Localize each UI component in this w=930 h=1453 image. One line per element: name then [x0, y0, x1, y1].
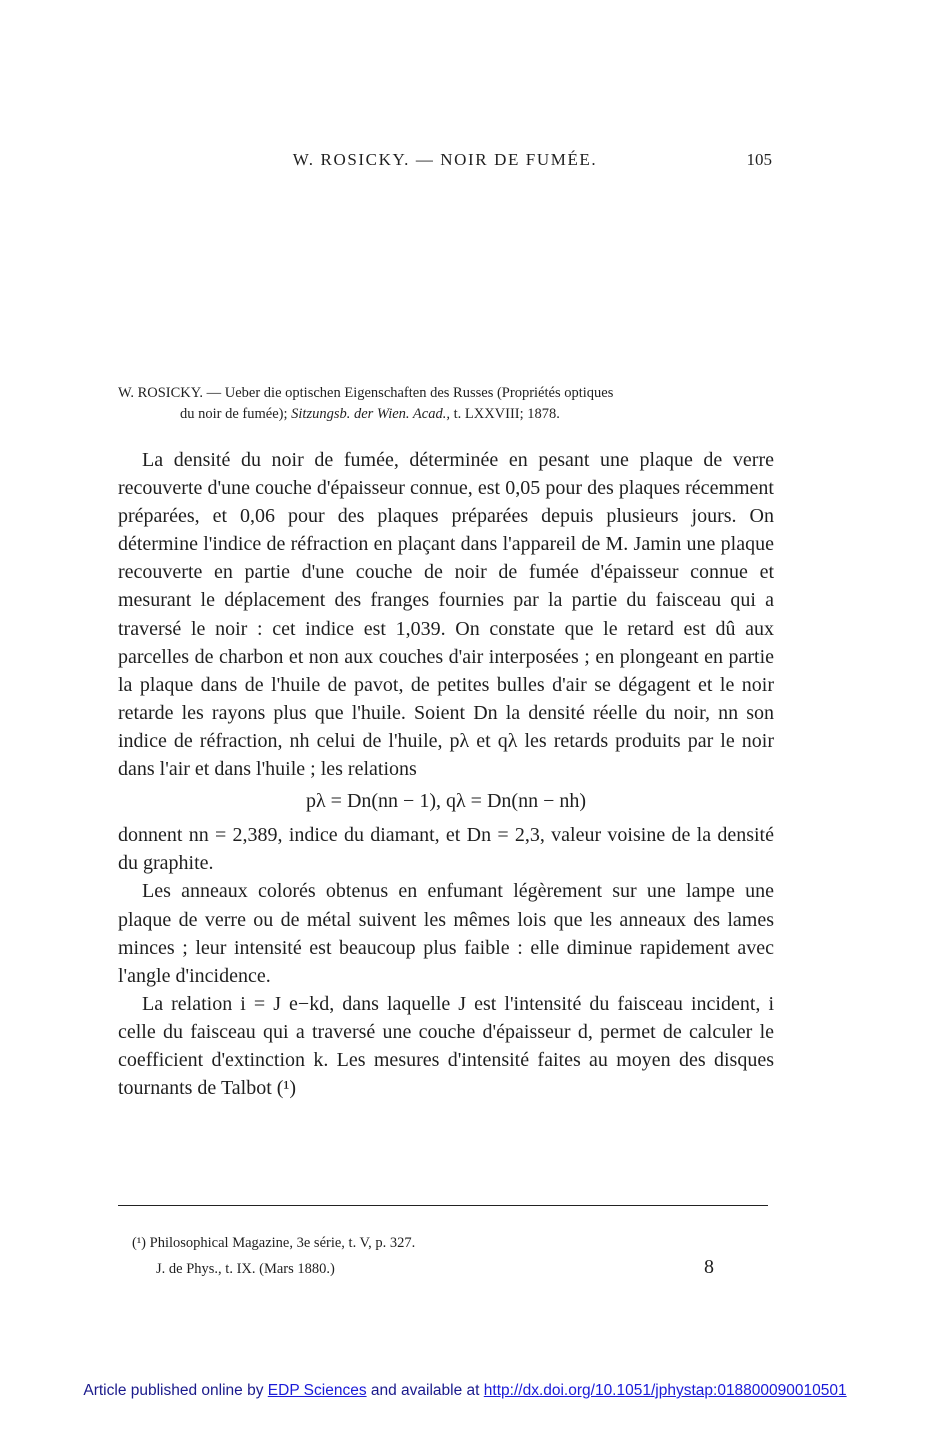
doi-link[interactable]: http://dx.doi.org/10.1051/jphystap:018800090010501 — [483, 1382, 847, 1399]
citation-title: — Ueber die optischen Eigenschaften des Russes (Propriétés optiques — [206, 385, 614, 401]
sheet-number: 8 — [704, 1256, 714, 1278]
publisher-middle: and available at — [370, 1382, 480, 1399]
footnote-separator — [118, 1205, 768, 1206]
paragraph-4: La relation i = J e−kd, dans laquelle J est l'intensité du faisceau incident, i celle du faisceau qui a traversé une couche d'épaisseur d, permet de calculer le coefficient d'extinction k. Les mesures d'intensité faites au moyen des disques tournants de Talbot (¹) — [118, 992, 774, 1100]
publisher-banner — [0, 1382, 930, 1400]
article-body — [118, 446, 774, 1102]
paragraph-2: donnent nn = 2,389, indice du diamant, et Dn = 2,3, valeur voisine de la densité du graphite. — [118, 824, 774, 875]
footnote-1: (¹) Philosophical Magazine, 3e série, t. V, p. 327. — [132, 1235, 416, 1251]
citation-journal: Sitzungsb. der Wien. Acad., — [291, 406, 450, 422]
citation-author: W. ROSICKY. — [118, 385, 204, 401]
journal-reference: J. de Phys., t. IX. (Mars 1880.) — [156, 1261, 335, 1277]
publisher-prefix: Article published online by — [83, 1382, 264, 1399]
journal-reference-line — [132, 1256, 772, 1282]
footnotes — [132, 1230, 772, 1282]
article-citation — [118, 383, 774, 425]
citation-title-cont: du noir de fumée); — [180, 406, 288, 422]
citation-line-2 — [118, 404, 774, 425]
paragraph-3: Les anneaux colorés obtenus en enfumant légèrement sur une lampe une plaque de verre ou de métal suivent les mêmes lois que les anneaux des lames minces ; leur intensité est beaucoup plus faible : elle diminue rapidement avec l'angle d'incidence. — [118, 880, 774, 987]
running-header — [118, 150, 772, 174]
publisher-link[interactable]: EDP Sciences — [267, 1382, 367, 1399]
running-title: W. ROSICKY. — NOIR DE FUMÉE. — [292, 150, 598, 169]
paragraph-1: La densité du noir de fumée, déterminée en pesant une plaque de verre recouverte d'une couche d'épaisseur connue, est 0,05 pour des plaques récemment préparées, et 0,06 pour des plaques préparées depuis plusieurs jours. On détermine l'indice de réfraction en plaçant dans l'appareil de M. Jamin une plaque recouverte en partie d'une couche de noir de fumée d'épaisseur connue et mesurant le déplacement des franges fournies par la partie du faisceau qui a traversé le noir : cet indice est 1,039. On constate que le retard est dû aux parcelles de charbon et non aux couches d'air interposées ; en plongeant en partie la plaque dans de l'huile de pavot, de petites bulles d'air se dégagent et le noir retarde les rayons plus que l'huile. Soient Dn la densité réelle du noir, nn son indice de réfraction, nh celui de l'huile, pλ et qλ les retards produits par le noir dans l'air et dans l'huile ; les relations — [118, 449, 774, 781]
citation-volume-year: t. LXXVIII; 1878. — [453, 406, 560, 422]
page-number: 105 — [746, 150, 772, 169]
equation: pλ = Dn(nn − 1), qλ = Dn(nn − nh) — [305, 790, 587, 813]
